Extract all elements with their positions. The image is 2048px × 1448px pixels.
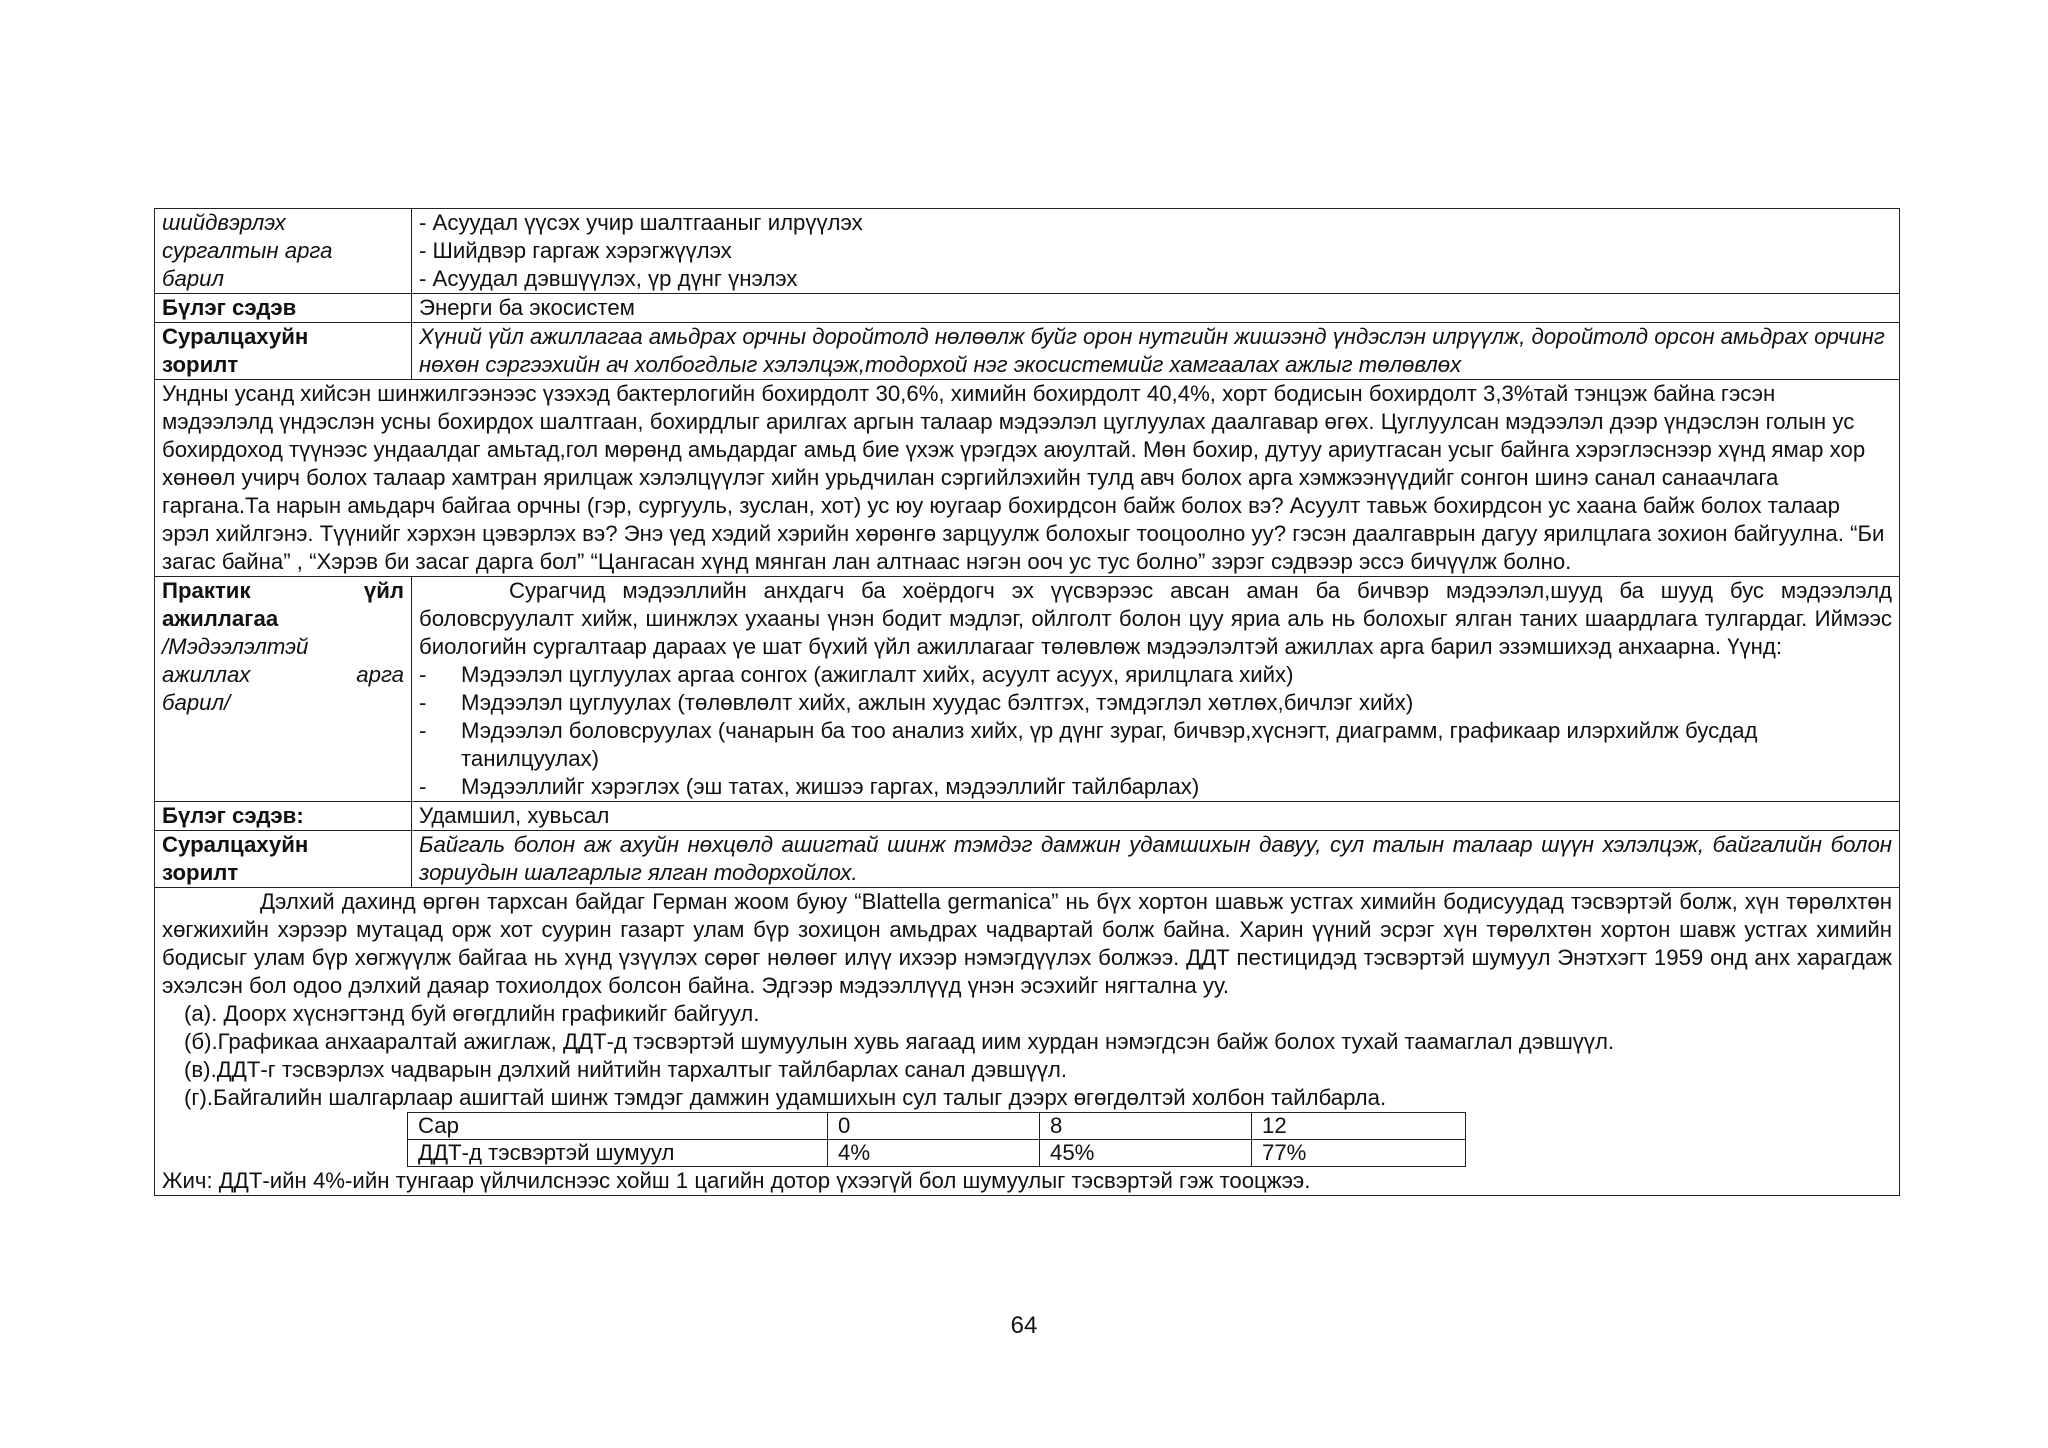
practice-label-b: үйл (363, 578, 404, 603)
practice-intro: Сурагчид мэдээллийн анхдагч ба хоёрдогч эх үүсвэрээс авсан аман ба бичвэр мэдээлэл,шууд ба шууд бус мэдээлэлд боловсруулалт хийж, шинжлэх ухааны үнэн бодит мэдлэг, ойлголт болон цуу яриа аль нь болохыг ялган таних шаардлага тулгардаг. Иймээс биологийн сургалтаар дараах үе шат бүхий үйл ажиллагааг төлөвлөж мэдээлэлтэй ажиллах арга барил эзэмшихэд анхаарна. Үүнд: (419, 578, 1892, 659)
practice-label-a: Практик (162, 578, 251, 603)
practice-label-f: арга (356, 662, 404, 687)
practice-content (412, 577, 1900, 802)
method-label: шийдвэрлэх сургалтын арга барил (155, 209, 412, 294)
para1-row (155, 380, 1900, 577)
note: Жич: ДДТ-ийн 4%-ийн тунгаар үйлчилснээс хойш 1 цагийн дотор үхээгүй бол шумуулыг тэсвэртэй гэж тооцжээ. (162, 1168, 1311, 1193)
task-item: (г).Байгалийн шалгарлаар ашигтай шинж тэмдэг дамжин удамшихын сул талыг дээрх өгөгдөлтэй холбон тайлбарла. (184, 1085, 1387, 1110)
topic1-row (155, 294, 1900, 323)
data-table (407, 1112, 1466, 1167)
data-table-cell: 45% (1040, 1140, 1252, 1167)
task-item: (в).ДДТ-г тэсвэрлэх чадварын дэлхий нийтийн тархалтыг тайлбарлах санал дэвшүүл. (184, 1057, 1068, 1082)
goal1-row (155, 323, 1900, 380)
bullet-dash: - (419, 774, 427, 799)
lesson-table (154, 208, 1900, 1196)
bullet-dash: - (419, 690, 427, 715)
topic2-value: Удамшил, хувьсал (412, 802, 1900, 831)
practice-item-text: Мэдээлэл боловсруулах (чанарын ба тоо анализ хийх, үр дүнг зураг, бичвэр,хүснэгт, диаграмм, графикаар илэрхийлж бусдад танилцуулах) (461, 718, 1758, 771)
topic2-row (155, 802, 1900, 831)
method-lines (412, 209, 1900, 294)
data-table-row (408, 1140, 1466, 1167)
practice-item (419, 689, 1892, 717)
practice-label-c: ажиллагаа (162, 606, 279, 631)
practice-item (419, 773, 1892, 801)
practice-item-text: Мэдээлэл цуглуулах (төлөвлөлт хийх, ажлын хуудас бэлтгэх, тэмдэглэл хөтлөх,бичлэг хийх) (461, 690, 1414, 715)
data-table-cell: ДДТ-д тэсвэртэй шумуул (408, 1140, 828, 1167)
task-item: (а). Доорх хүснэгтэнд буй өгөгдлийн графикийг байгуул. (184, 1001, 760, 1026)
document-page (154, 208, 1899, 1196)
data-table-cell: 12 (1252, 1113, 1466, 1140)
data-table-cell: 8 (1040, 1113, 1252, 1140)
data-table-cell: 77% (1252, 1140, 1466, 1167)
goal2-value: Байгаль болон аж ахуйн нөхцөлд ашигтай шинж тэмдэг дамжин удамшихын давуу, сул талын талаар шүүн хэлэлцэж, байгалийн болон зориудын шалгарлыг ялган тодорхойлох. (412, 831, 1900, 888)
practice-label-g: барил/ (162, 690, 231, 715)
method-line: - Асуудал дэвшүүлэх, үр дүнг үнэлэх (419, 266, 798, 291)
goal2-label: Суралцахуйн зорилт (155, 831, 412, 888)
data-table-cell: Сар (408, 1113, 828, 1140)
topic2-label: Бүлэг сэдэв: (155, 802, 412, 831)
bullet-dash: - (419, 718, 427, 743)
practice-item-text: Мэдээлэл цуглуулах аргаа сонгох (ажиглалт хийх, асуулт асуух, ярилцлага хийх) (461, 662, 1294, 687)
practice-label-d: /Мэдээлэлтэй (162, 634, 309, 659)
topic1-value: Энерги ба экосистем (412, 294, 1900, 323)
task-item: (б).Графикаа анхааралтай ажиглаж, ДДТ-д тэсвэртэй шумуулын хувь яагаад иим хурдан нэмэгдсэн байж болох тухай таамаглал дэвшүүл. (184, 1029, 1615, 1054)
goal2-row (155, 831, 1900, 888)
bullet-dash: - (419, 662, 427, 687)
para2: Дэлхий дахинд өргөн тархсан байдаг Герман жоом буюу “Blattella germanica” нь бүх хортон шавьж устгах химийн бодисуудад тэсвэртэй болж, хүн төрөлхтөн хөгжихийн хэрээр мутацад орж хот суурин газарт улам бүр зохицон амьдрах чадвартай болж байна. Харин үүний эсрэг хүн төрөлхтөн хортон шавж устгах химийн бодисыг улам бүр хөгжүүлж байгаа нь хүнд үзүүлэх сөрөг нөлөөг илүү ихээр нэмэгдүүлэх болжээ. ДДТ пестицидэд тэсвэртэй шумуул Энэтхэгт 1959 онд анх харагдаж эхэлсэн бол одоо дэлхий даяар тохиолдох болсон байна. Эдгээр мэдээллүүд үнэн эсэхийг нягтална уу. (162, 889, 1892, 998)
goal1-value: Хүний үйл ажиллагаа амьдрах орчны доройтолд нөлөөлж буйг орон нутгийн жишээнд үндэслэн илрүүлж, доройтолд орсон амьдрах орчинг нөхөн сэргээхийн ач холбогдлыг хэлэлцэж,тодорхой нэг экосистемийг хамгаалах ажлыг төлөвлөх (412, 323, 1900, 380)
topic1-label: Бүлэг сэдэв (155, 294, 412, 323)
method-row (155, 209, 1900, 294)
data-table-cell: 4% (828, 1140, 1040, 1167)
page-number: 64 (1010, 1312, 1038, 1339)
practice-label-e: ажиллах (162, 662, 251, 687)
goal1-label: Суралцахуйн зорилт (155, 323, 412, 380)
practice-item (419, 717, 1892, 773)
data-table-header-row (408, 1113, 1466, 1140)
data-table-cell: 0 (828, 1113, 1040, 1140)
practice-item (419, 661, 1892, 689)
method-line: - Шийдвэр гаргаж хэрэгжүүлэх (419, 238, 732, 263)
practice-item-text: Мэдээллийг хэрэглэх (эш татах, жишээ гаргах, мэдээллийг тайлбарлах) (461, 774, 1200, 799)
method-line: - Асуудал үүсэх учир шалтгааныг илрүүлэх (419, 210, 863, 235)
practice-row (155, 577, 1900, 802)
practice-label (155, 577, 412, 802)
para1: Ундны усанд хийсэн шинжилгээнээс үзэхэд бактерлогийн бохирдолт 30,6%, химийн бохирдолт 40,4%, хорт бодисын бохирдолт 3,3%тай тэнцэж байна гэсэн мэдээлэлд үндэслэн усны бохирдох шалтгаан, бохирдлыг арилгах аргын талаар мэдээлэл цуглуулах даалгавар өгөх. Цуглуулсан мэдээлэл дээр үндэслэн голын ус бохирдоход түүнээс ундаалдаг амьтад,гол мөрөнд амьдардаг амьд бие үхэж үрэгдэх аюултай. Мөн бохир, дутуу ариутгасан усыг байнга хэрэглэснээр хүнд ямар хор хөнөөл учирч болох талаар хамтран ярилцаж хэлэлцүүлэг хийн урьдчилан сэргийлэхийн тулд авч болох арга хэмжээнүүдийг сонгон шинэ санал санаачлага гаргана.Та нарын амьдарч байгаа орчны (гэр, сургууль, зуслан, хот) ус юу юугаар бохирдсон байж болох вэ? Асуулт тавьж бохирдсон ус хаана байж болох талаар эрэл хийлгэнэ. Түүнийг хэрхэн цэвэрлэх вэ? Энэ үед хэдий хэрийн хөрөнгө зарцуулж болохыг тооцоолно уу? гэсэн даалгаврын дагуу ярилцлага зохион байгуулна. “Би загас байна” , “Хэрэв би засаг дарга бол” “Цангасан хүнд мянган лан алтнаас нэгэн ооч ус тус болно” зэрэг сэдвээр эссэ бичүүлж болно. (155, 380, 1900, 577)
para2-cell (155, 888, 1900, 1196)
para2-row (155, 888, 1900, 1196)
